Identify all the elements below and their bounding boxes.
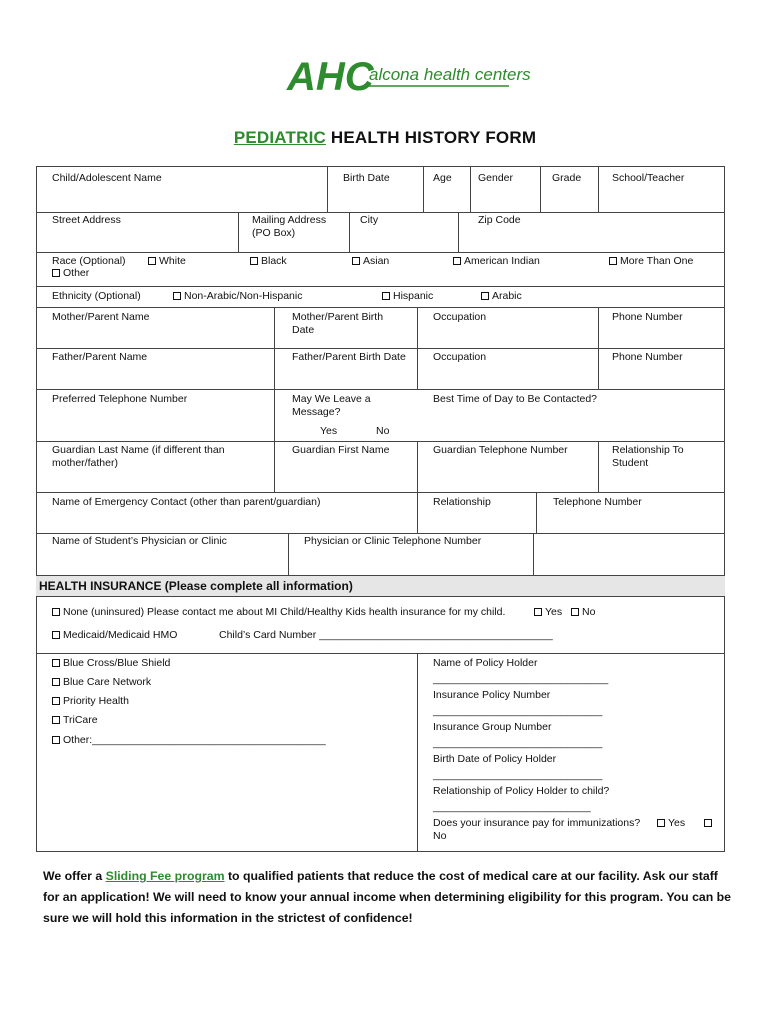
checkbox-icon[interactable] (609, 257, 617, 265)
race-black-option[interactable] (250, 255, 287, 268)
race-asian-option[interactable] (352, 255, 389, 268)
best-time-label: Best Time of Day to Be Contacted? (433, 393, 598, 405)
sliding-fee-link[interactable]: Sliding Fee program (105, 869, 225, 883)
title-highlight: PEDIATRIC (233, 128, 326, 147)
immunizations-label: Does your insurance pay for immunizations? (433, 817, 641, 829)
insurance-none-option[interactable] (52, 606, 505, 619)
race-black-text: Black (261, 255, 287, 267)
immunizations-no-text: No (433, 830, 447, 842)
mother-phone-label: Phone Number (612, 311, 683, 323)
plan-blue-cross[interactable] (52, 657, 170, 670)
checkbox-icon[interactable] (534, 608, 542, 616)
checkbox-icon[interactable] (52, 269, 60, 277)
plan-other[interactable] (52, 734, 326, 747)
race-label: Race (Optional) (52, 255, 126, 267)
race-asian-text: Asian (363, 255, 390, 267)
checkbox-icon[interactable] (52, 736, 60, 744)
checkbox-icon[interactable] (52, 659, 60, 667)
guardian-relationship-label: Relationship To Student (612, 444, 684, 469)
checkbox-icon[interactable] (453, 257, 461, 265)
health-insurance-header (36, 575, 725, 597)
child-name-label: Child/Adolescent Name (52, 172, 162, 184)
immunizations-yes-text: Yes (668, 817, 686, 829)
mi-child-no-option[interactable] (571, 606, 595, 619)
race-other-option[interactable] (52, 267, 89, 280)
policy-holder-name-label: Name of Policy Holder (433, 657, 538, 669)
leave-message-no[interactable]: No (376, 425, 390, 437)
physician-name-label: Name of Student’s Physician or Clinic (52, 535, 227, 547)
plan-blue-care-text: Blue Care Network (63, 676, 152, 688)
health-insurance-header-text: HEALTH INSURANCE (Please complete all information) (39, 579, 353, 593)
age-label: Age (433, 172, 452, 184)
checkbox-icon[interactable] (382, 292, 390, 300)
plan-tricare[interactable] (52, 714, 98, 727)
physician-phone-label: Physician or Clinic Telephone Number (304, 535, 482, 547)
birth-date-label: Birth Date (343, 172, 390, 184)
guardian-phone-label: Guardian Telephone Number (433, 444, 568, 456)
checkbox-icon[interactable] (52, 631, 60, 639)
leave-message-label: May We Leave a Message? (292, 393, 371, 418)
insurance-none-text: None (uninsured) Please contact me about MI Child/Healthy Kids health insurance for my child. (63, 606, 506, 618)
checkbox-icon[interactable] (352, 257, 360, 265)
immunizations-yes-option[interactable] (657, 817, 685, 830)
emergency-phone-label: Telephone Number (553, 496, 642, 508)
grade-label: Grade (552, 172, 582, 184)
medicaid-text: Medicaid/Medicaid HMO (63, 629, 178, 641)
ethnicity-hispanic-option[interactable] (382, 290, 433, 303)
preferred-phone-label: Preferred Telephone Number (52, 393, 188, 405)
mi-child-yes-option[interactable] (534, 606, 562, 619)
father-phone-label: Phone Number (612, 351, 683, 363)
health-history-form (36, 166, 725, 852)
emergency-contact-label: Name of Emergency Contact (other than parent/guardian) (52, 496, 321, 508)
group-number-label: Insurance Group Number (433, 721, 552, 733)
footer-post: to qualified patients that reduce the cost of medical care at our facility. Ask our staff for an application! We will need to know your annual income when determining eligibility for this program. You can be sure we will hold this information in the strictest of confidence! (43, 869, 732, 925)
medicaid-option[interactable] (52, 629, 177, 642)
leave-message-yes[interactable]: Yes (320, 425, 338, 437)
race-more-text: More Than One (620, 255, 694, 267)
holder-relationship-field[interactable]: ___________________________ (433, 801, 591, 813)
title-rest: HEALTH HISTORY FORM (325, 128, 537, 147)
school-teacher-label: School/Teacher (612, 172, 685, 184)
sliding-fee-notice (43, 866, 733, 929)
immunizations-no-checkbox[interactable] (704, 817, 715, 830)
race-other-text: Other (63, 267, 90, 279)
policy-number-field[interactable]: _____________________________ (433, 705, 603, 717)
race-white-text: White (159, 255, 186, 267)
checkbox-icon[interactable] (173, 292, 181, 300)
page-title (0, 128, 770, 148)
mailing-address-label: Mailing Address (PO Box) (252, 214, 327, 239)
mi-child-no-text: No (582, 606, 596, 618)
holder-birth-field[interactable]: _____________________________ (433, 769, 603, 781)
race-more-option[interactable] (609, 255, 693, 268)
plan-other-text: Other:________________________________________ (63, 734, 326, 746)
race-white-option[interactable] (148, 255, 186, 268)
father-birth-label: Father/Parent Birth Date (292, 351, 406, 363)
checkbox-icon[interactable] (52, 697, 60, 705)
mother-occupation-label: Occupation (433, 311, 487, 323)
emergency-relationship-label: Relationship (433, 496, 491, 508)
mi-child-yes-text: Yes (545, 606, 563, 618)
mother-birth-label: Mother/Parent Birth Date (292, 311, 384, 336)
street-address-label: Street Address (52, 214, 121, 226)
plan-priority-health-text: Priority Health (63, 695, 129, 707)
checkbox-icon[interactable] (52, 608, 60, 616)
plan-blue-care[interactable] (52, 676, 151, 689)
city-label: City (360, 214, 379, 226)
father-occupation-label: Occupation (433, 351, 487, 363)
card-number-field[interactable]: Child’s Card Number ________________________________________ (219, 629, 553, 641)
logo-name: alcona health centers (369, 65, 531, 84)
guardian-first-name-label: Guardian First Name (292, 444, 390, 456)
plan-priority-health[interactable] (52, 695, 129, 708)
checkbox-icon[interactable] (250, 257, 258, 265)
ahc-logo-mark (287, 52, 531, 99)
logo-initials: AHC (287, 55, 374, 99)
policy-holder-name-field[interactable]: ______________________________ (433, 673, 609, 685)
father-name-label: Father/Parent Name (52, 351, 148, 363)
ahc-logo (287, 52, 531, 99)
plan-blue-cross-text: Blue Cross/Blue Shield (63, 657, 171, 669)
gender-label: Gender (478, 172, 514, 184)
ethnicity-label: Ethnicity (Optional) (52, 290, 141, 302)
checkbox-icon[interactable] (52, 678, 60, 686)
footer-pre: We offer a (43, 869, 106, 883)
zip-code-label: Zip Code (478, 214, 521, 226)
checkbox-icon[interactable] (52, 716, 60, 724)
checkbox-icon[interactable] (148, 257, 156, 265)
ethnicity-hispanic-text: Hispanic (393, 290, 434, 302)
holder-relationship-label: Relationship of Policy Holder to child? (433, 785, 610, 797)
race-american-indian-option[interactable] (453, 255, 540, 268)
holder-birth-label: Birth Date of Policy Holder (433, 753, 557, 765)
policy-number-label: Insurance Policy Number (433, 689, 551, 701)
checkbox-icon[interactable] (657, 819, 665, 827)
checkbox-icon[interactable] (704, 819, 712, 827)
ethnicity-arabic-option[interactable] (481, 290, 522, 303)
race-american-indian-text: American Indian (464, 255, 540, 267)
mother-name-label: Mother/Parent Name (52, 311, 150, 323)
ethnicity-arabic-text: Arabic (492, 290, 522, 302)
guardian-last-name-label: Guardian Last Name (if different than mother/father) (52, 444, 225, 469)
ethnicity-non-arabic-option[interactable] (173, 290, 302, 303)
checkbox-icon[interactable] (571, 608, 579, 616)
group-number-field[interactable]: _____________________________ (433, 737, 603, 749)
checkbox-icon[interactable] (481, 292, 489, 300)
ethnicity-non-arabic-text: Non-Arabic/Non-Hispanic (184, 290, 303, 302)
plan-tricare-text: TriCare (63, 714, 98, 726)
